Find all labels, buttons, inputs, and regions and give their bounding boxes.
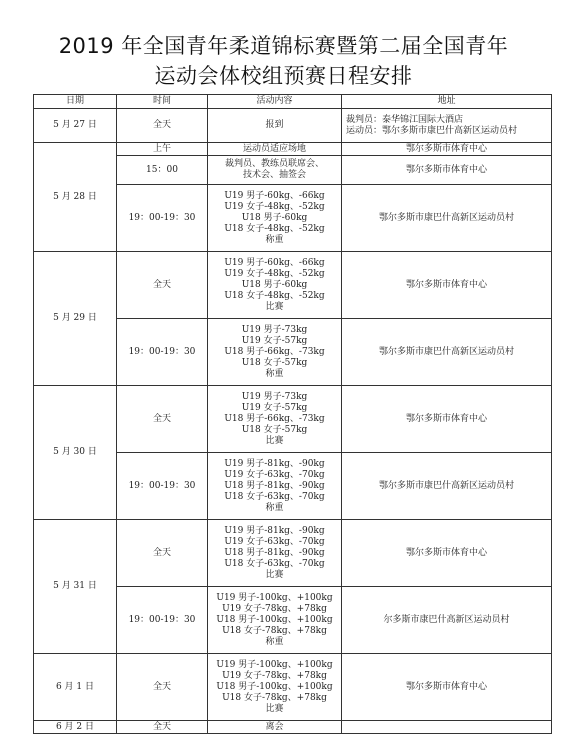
date-cell: 5 月 28 日 [34,143,117,252]
activity-cell: 运动员适应场地 [208,143,342,156]
date-cell: 5 月 27 日 [34,109,117,143]
address-cell: 尔多斯市康巴什高新区运动员村 [342,587,552,654]
activity-line: U18 女子-78kg、+78kg [222,692,327,703]
table-row [34,143,552,156]
activity-line: U18 男子-81kg、-90kg [224,480,325,491]
activity-line: U18 女子-63kg、-70kg [224,558,325,569]
activity-line: 比赛 [265,703,284,714]
activity-line: 称重 [265,368,284,379]
activity-line: U18 女子-57kg [241,424,308,435]
table-row [34,654,552,721]
address-cell [342,109,552,143]
header-activity: 活动内容 [208,95,342,109]
activity-cell: 报到 [208,109,342,143]
activity-cell [208,386,342,453]
time-cell: 全天 [117,109,208,143]
activity-line: 称重 [265,234,284,245]
time-cell: 全天 [117,654,208,721]
activity-line: 技术会、抽签会 [242,170,306,180]
activity-line: 比赛 [265,569,284,580]
activity-line: 裁判员、教练员联席会、 [224,159,324,169]
header-time: 时间 [117,95,208,109]
activity-line: U18 女子-48kg、-52kg [224,290,325,301]
time-cell: 19：00-19：30 [117,185,208,252]
address-cell: 鄂尔多斯市康巴什高新区运动员村 [342,453,552,520]
activity-line: U18 女子-63kg、-70kg [224,491,325,502]
activity-line: U18 女子-48kg、-52kg [224,223,325,234]
document-title-line-1: 2019 年全国青年柔道锦标赛暨第二届全国青年 [58,34,509,58]
time-cell: 19：00-19：30 [117,453,208,520]
activity-line: U18 男子-81kg、-90kg [224,547,325,558]
activity-cell: 离会 [208,721,342,734]
time-cell: 15：00 [117,156,208,185]
table-header-row [34,95,552,109]
activity-line: U18 女子-57kg [241,357,308,368]
time-cell: 19：00-19：30 [117,587,208,654]
address-line: 裁判员：泰华锦江国际大酒店 [346,114,464,125]
time-cell: 全天 [117,721,208,734]
activity-line: U19 男子-60kg、-66kg [224,257,325,268]
activity-line: U18 男子-66kg、-73kg [224,413,325,424]
address-cell: 鄂尔多斯市体育中心 [342,654,552,721]
activity-cell [208,654,342,721]
address-line: 运动员：鄂尔多斯市康巴什高新区运动员村 [346,125,518,136]
activity-line: 称重 [265,502,284,513]
document-title-line-2: 运动会体校组预赛日程安排 [154,64,413,88]
date-cell: 5 月 29 日 [34,252,117,386]
address-cell: 鄂尔多斯市体育中心 [342,156,552,185]
date-cell: 5 月 31 日 [34,520,117,654]
activity-cell [208,319,342,386]
time-cell: 全天 [117,520,208,587]
activity-cell [208,252,342,319]
activity-line: U18 男子-60kg [241,279,308,290]
date-cell: 5 月 30 日 [34,386,117,520]
table-row [34,721,552,734]
activity-line: U19 女子-48kg、-52kg [224,268,325,279]
address-cell: 鄂尔多斯市康巴什高新区运动员村 [342,185,552,252]
address-cell [342,721,552,734]
time-cell: 全天 [117,252,208,319]
activity-line: U19 男子-100kg、+100kg [216,659,333,670]
time-cell: 全天 [117,386,208,453]
activity-line: U19 男子-73kg [241,391,308,402]
time-cell: 上午 [117,143,208,156]
activity-line: U19 男子-81kg、-90kg [224,458,325,469]
activity-line: U19 女子-78kg、+78kg [222,603,327,614]
activity-cell [208,587,342,654]
activity-line: U18 男子-60kg [241,212,308,223]
date-cell: 6 月 1 日 [34,654,117,721]
header-date: 日期 [34,95,117,109]
activity-line: U19 女子-57kg [241,402,308,413]
activity-line: U19 女子-63kg、-70kg [224,536,325,547]
activity-line: 比赛 [265,301,284,312]
activity-cell [208,156,342,185]
activity-line: U19 男子-73kg [241,324,308,335]
activity-line: U19 男子-100kg、+100kg [216,592,333,603]
date-cell: 6 月 2 日 [34,721,117,734]
activity-cell [208,453,342,520]
table-row [34,252,552,319]
address-cell: 鄂尔多斯市体育中心 [342,520,552,587]
activity-line: U19 女子-63kg、-70kg [224,469,325,480]
address-cell: 鄂尔多斯市体育中心 [342,386,552,453]
time-cell: 19：00-19：30 [117,319,208,386]
activity-cell [208,520,342,587]
address-cell: 鄂尔多斯市体育中心 [342,143,552,156]
activity-line: 比赛 [265,435,284,446]
activity-line: U19 女子-78kg、+78kg [222,670,327,681]
address-cell: 鄂尔多斯市体育中心 [342,252,552,319]
header-address: 地址 [342,95,552,109]
activity-line: U18 女子-78kg、+78kg [222,625,327,636]
activity-line: U18 男子-100kg、+100kg [216,681,333,692]
activity-cell [208,185,342,252]
activity-line: U18 男子-66kg、-73kg [224,346,325,357]
table-row [34,520,552,587]
table-row [34,109,552,143]
activity-line: U18 男子-100kg、+100kg [216,614,333,625]
schedule-table [33,94,552,734]
activity-line: U19 女子-57kg [241,335,308,346]
activity-line: U19 男子-81kg、-90kg [224,525,325,536]
activity-line: U19 男子-60kg、-66kg [224,190,325,201]
activity-line: 称重 [265,636,284,647]
activity-line: U19 女子-48kg、-52kg [224,201,325,212]
table-row [34,386,552,453]
address-cell: 鄂尔多斯市康巴什高新区运动员村 [342,319,552,386]
